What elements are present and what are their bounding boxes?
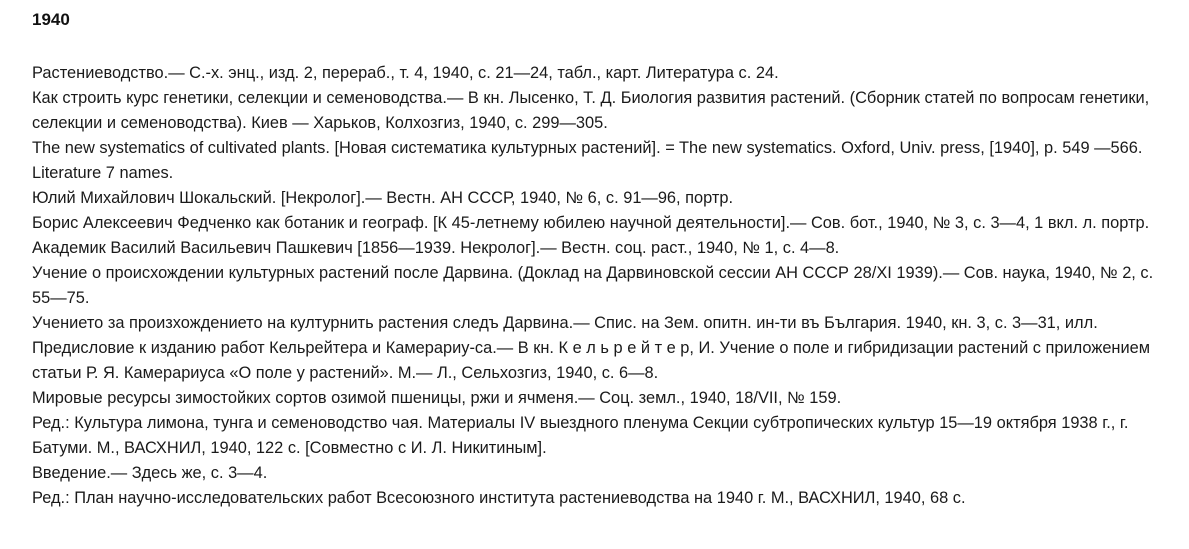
year-heading: 1940 (32, 10, 70, 29)
bibliography-entry: Ред.: Культура лимона, тунга и семеноводство чая. Материалы IV выездного пленума Секции субтропических культур 15—19 октября 1938 г., г. Батуми. М., ВАСХНИЛ, 1940, 122 с. [Совместно с И. Л. Никитиным]. (32, 414, 1129, 457)
bibliography-entry: Академик Василий Васильевич Пашкевич [1856—1939. Некролог].— Вестн. соц. раст., 1940, № 1, с. 4—8. (32, 239, 840, 257)
bibliography-entry: Учение о происхождении культурных растений после Дарвина. (Доклад на Дарвиновской сессии АН СССР 28/XI 1939).— Сов. наука, 1940, № 2, с. 55—75. (32, 264, 1154, 307)
bibliography-entry: Учението за произхождението на културнить растения следъ Дарвина.— Спис. на Зем. опитн. ин-ти въ България. 1940, кн. 3, с. 3—31, илл. (32, 314, 1098, 332)
bibliography-entry: Введение.— Здесь же, с. 3—4. (32, 464, 268, 482)
bibliography-entry: Как строить курс генетики, селекции и семеноводства.— В кн. Лысенко, Т. Д. Биология развития растений. (Сборник статей по вопросам генетики, селекции и семеноводства). Киев — Харьков, Колхозгиз, 1940, с. 299—305. (32, 89, 1150, 132)
bibliography-entry: The new systematics of cultivated plants. [Новая систематика культурных растений]. = The new systematics. Oxford, Univ. press, [1940], p. 549 —566. Literature 7 names. (32, 139, 1143, 182)
bibliography-entry: Предисловие к изданию работ Кельрейтера и Камерариу-са.— В кн. К е л ь р е й т е р, И. Учение о поле и гибридизации растений с приложением статьи Р. Я. Камерариуса «О поле у растений». М.— Л., Сельхозгиз, 1940, с. 6—8. (32, 339, 1151, 382)
bibliography-entry: Мировые ресурсы зимостойких сортов озимой пшеницы, ржи и ячменя.— Соц. земл., 1940, 18/VII, № 159. (32, 389, 842, 407)
bibliography-list (32, 61, 1172, 511)
bibliography-entry: Борис Алексеевич Федченко как ботаник и географ. [К 45-летнему юбилею научной деятельности].— Сов. бот., 1940, № 3, с. 3—4, 1 вкл. л. портр. (32, 214, 1150, 232)
bibliography-page (32, 0, 1172, 511)
bibliography-entry: Растениеводство.— С.-х. энц., изд. 2, перераб., т. 4, 1940, с. 21—24, табл., карт. Литература с. 24. (32, 64, 779, 82)
bibliography-entry: Юлий Михайлович Шокальский. [Некролог].— Вестн. АН СССР, 1940, № 6, с. 91—96, портр. (32, 189, 734, 207)
bibliography-entry: Ред.: План научно-исследовательских работ Всесоюзного института растениеводства на 1940 г. М., ВАСХНИЛ, 1940, 68 с. (32, 489, 966, 507)
